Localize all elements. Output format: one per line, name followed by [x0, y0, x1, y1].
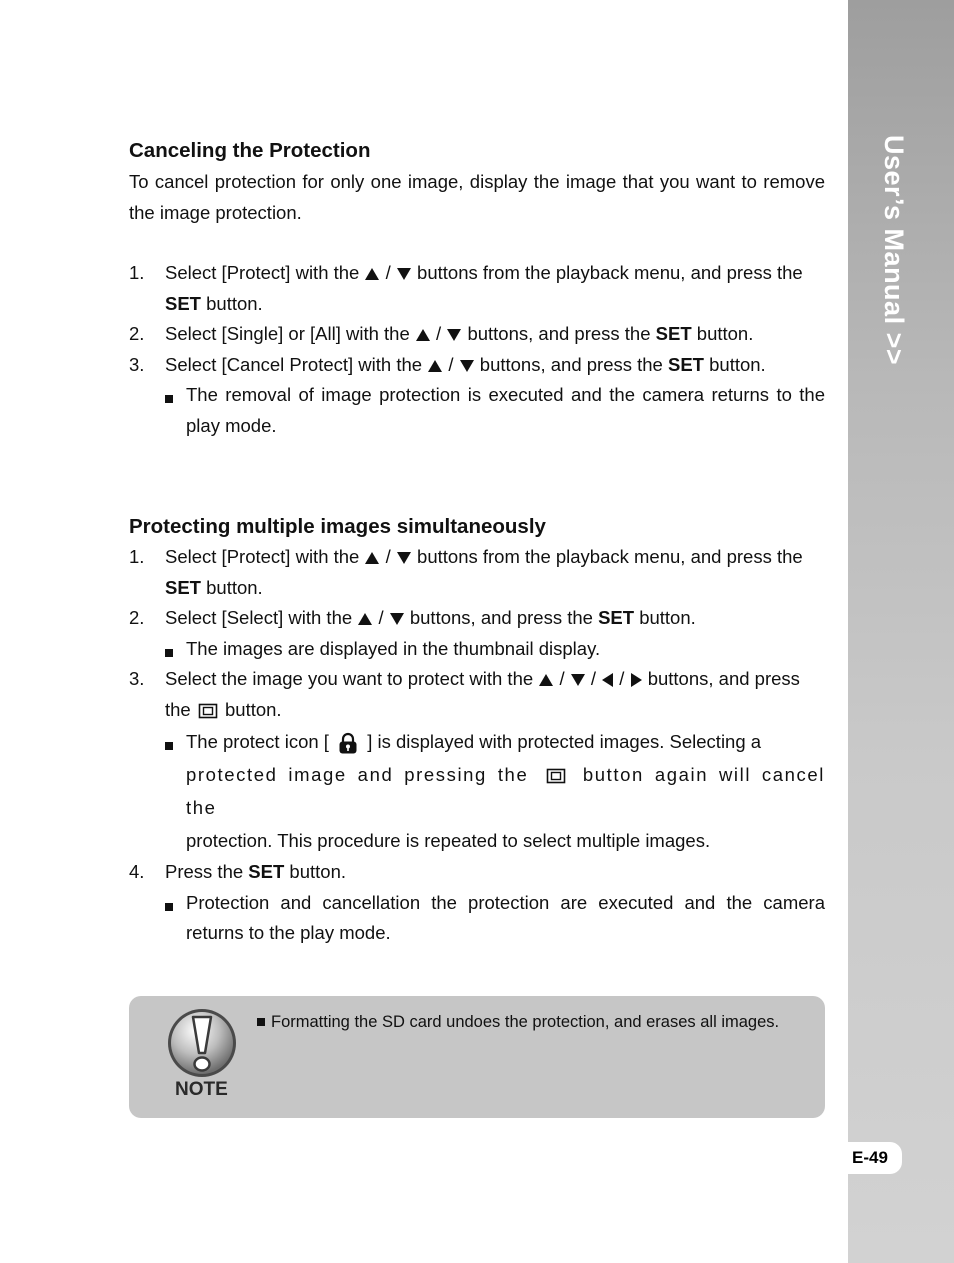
bullet-note	[129, 725, 825, 857]
triangle-up-icon	[358, 613, 372, 625]
section-heading-multiple: Protecting multiple images simultaneously	[129, 515, 546, 538]
bullet-text: The images are displayed in the thumbnail display.	[186, 637, 601, 659]
note-text	[257, 1011, 779, 1033]
triangle-up-icon	[428, 360, 442, 372]
display-button-icon	[546, 768, 566, 784]
separator: /	[619, 668, 625, 689]
step-text: Select [Protect] with the	[165, 262, 360, 283]
separator: /	[378, 607, 384, 628]
bullet-square-icon	[165, 742, 173, 750]
bullet-note	[129, 380, 825, 441]
separator: /	[448, 353, 454, 375]
triangle-down-icon	[397, 552, 411, 564]
step-text: Select [Select] with the	[165, 607, 353, 628]
step-text: button.	[289, 861, 346, 882]
set-label: SET	[598, 607, 635, 628]
triangle-up-icon	[416, 329, 430, 341]
step-item	[129, 319, 825, 350]
main-content	[129, 136, 825, 949]
step-text: button.	[709, 353, 766, 375]
bullet-text: ] is displayed with protected images. Selecting a	[367, 731, 762, 752]
note-label: NOTE	[175, 1079, 228, 1100]
step-text: Select [Cancel Protect] with the	[165, 353, 423, 375]
section-heading-canceling: Canceling the Protection	[129, 139, 371, 162]
triangle-up-icon	[365, 552, 379, 564]
separator: /	[385, 262, 391, 283]
triangle-down-icon	[447, 329, 461, 341]
step-text: button.	[225, 698, 282, 720]
step-text: button.	[639, 607, 696, 628]
step-text: buttons, and press the	[467, 323, 651, 344]
bullet-square-icon	[165, 649, 173, 657]
triangle-down-icon	[397, 268, 411, 280]
step-text: Select the image you want to protect with the	[165, 668, 534, 689]
step-text: Select [Protect] with the	[165, 546, 360, 567]
triangle-down-icon	[390, 613, 404, 625]
step-item	[129, 664, 825, 725]
step-number: 1.	[129, 546, 145, 567]
set-label: SET	[655, 323, 692, 344]
intro-paragraph: To cancel protection for only one image, display the image that you want to remove the image protection.	[129, 171, 825, 223]
step-item	[129, 542, 825, 603]
triangle-down-icon	[460, 360, 474, 372]
set-label: SET	[668, 353, 704, 375]
set-label: SET	[248, 861, 285, 882]
set-label: SET	[165, 576, 201, 598]
step-text: buttons, and press the	[165, 668, 800, 720]
triangle-right-icon	[631, 673, 642, 687]
step-item	[129, 857, 825, 888]
bullet-note	[129, 634, 825, 665]
triangle-up-icon	[539, 674, 553, 686]
bullet-text: protected image and pressing the	[186, 764, 529, 785]
triangle-up-icon	[365, 268, 379, 280]
triangle-down-icon	[571, 674, 585, 686]
bullet-square-icon	[165, 903, 173, 911]
step-item	[129, 350, 825, 381]
step-text: buttons from the playback menu, and press the	[417, 546, 803, 567]
bullet-text: protection. This procedure is repeated to select multiple images.	[186, 830, 711, 851]
page-number: E-49	[838, 1142, 902, 1174]
bullet-text: Protection and cancellation the protection are executed and the camera returns to the play mode.	[186, 891, 825, 943]
manual-title: User’s Manual >>	[879, 135, 909, 366]
bullet-square-icon	[257, 1018, 265, 1026]
step-text: buttons, and press the	[409, 607, 593, 628]
step-text: button.	[206, 292, 263, 314]
step-item	[129, 258, 825, 319]
bullet-note	[129, 888, 825, 949]
step-number: 2.	[129, 607, 145, 628]
display-button-icon	[198, 703, 218, 719]
separator: /	[385, 546, 391, 567]
step-text: Select [Single] or [All] with the	[165, 323, 410, 344]
set-label: SET	[165, 292, 201, 314]
step-number: 1.	[129, 262, 145, 283]
step-number: 4.	[129, 861, 145, 882]
bullet-text: The protect icon [	[186, 731, 329, 752]
separator: /	[436, 323, 442, 344]
step-item	[129, 603, 825, 634]
bullet-text: button again will cancel the	[186, 764, 826, 818]
step-number: 2.	[129, 323, 145, 344]
bullet-square-icon	[165, 395, 173, 403]
bullet-text: The removal of image protection is executed and the camera returns to the play mode.	[186, 384, 825, 436]
step-number: 3.	[129, 353, 145, 375]
separator: /	[590, 668, 596, 689]
step-text: button.	[206, 576, 263, 598]
triangle-left-icon	[602, 673, 613, 687]
step-text: buttons from the playback menu, and press the	[417, 262, 803, 283]
step-text: button.	[696, 323, 754, 344]
lock-icon	[338, 732, 358, 754]
note-box	[129, 996, 825, 1118]
exclamation-icon	[165, 1007, 239, 1081]
step-text: buttons, and press the	[479, 353, 663, 375]
note-body: Formatting the SD card undoes the protection, and erases all images.	[271, 1013, 780, 1031]
step-number: 3.	[129, 668, 145, 689]
separator: /	[559, 668, 565, 689]
step-text: Press the	[165, 861, 244, 882]
